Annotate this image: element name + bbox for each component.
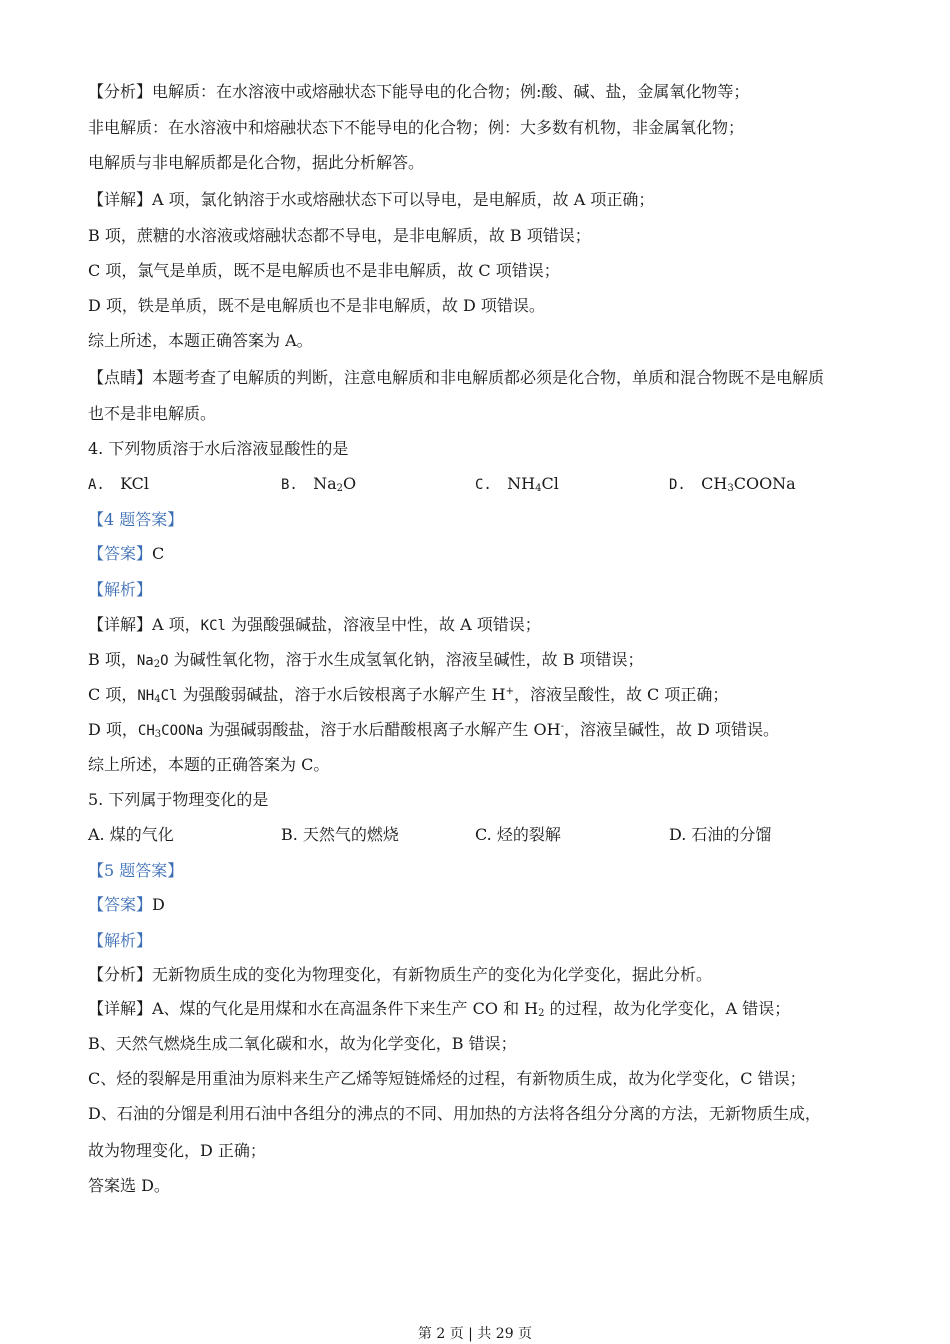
q3-comment-line-1: 【点睛】本题考查了电解质的判断，注意电解质和非电解质都必须是化合物，单质和混合物既不是电解质 [88,368,825,387]
q5-option-a: A. 煤的气化 [88,825,174,844]
q5-answer-header: 【5 题答案】 [88,861,184,880]
q4-option-a [88,474,149,495]
q3-detail-b: B 项，蔗糖的水溶液或熔融状态都不导电，是非电解质，故 B 项错误； [88,226,591,245]
q3-comment-line-2: 也不是非电解质。 [88,404,217,423]
q5-detail-b: B、天然气燃烧生成二氧化碳和水，故为化学变化，B 错误； [88,1034,517,1053]
q5-detail-a: 【详解】A、煤的气化是用煤和水在高温条件下来生产 CO 和 $H_2$ 的过程，故为化学变化，A 错误； [88,999,791,1019]
q3-detail-d: D 项，铁是单质，既不是电解质也不是非电解质，故 D 项错误。 [88,296,545,315]
q5-option-d: D. 石油的分馏 [669,825,772,844]
q4-option-b [281,474,356,495]
q4-explain-header: 【解析】 [88,580,153,599]
answer-label: 【答案】 [88,895,153,914]
q5-final: 答案选 D。 [88,1176,170,1195]
q4-option-d [669,474,796,495]
q3-summary: 综上所述，本题正确答案为 A。 [88,331,313,350]
q5-explain-header: 【解析】 [88,931,153,950]
q5-detail-c: C、烃的裂解是用重油为原料来生产乙烯等短链烯烃的过程，有新物质生成，故为化学变化，C 错误； [88,1069,806,1088]
q3-detail-c: C 项，氯气是单质，既不是电解质也不是非电解质，故 C 项错误； [88,261,560,280]
q5-analysis: 【分析】无新物质生成的变化为物理变化，有新物质生产的变化为化学变化，据此分析。 [88,965,713,984]
q4-detail-c: C 项，$NH_4Cl$ 为强酸弱碱盐，溶于水后铵根离子水解产生 H+，溶液呈酸性，故 C 项正确； [88,685,729,705]
q5-option-b: B. 天然气的燃烧 [281,825,399,844]
q3-analysis-line-3: 电解质与非电解质都是化合物，据此分析解答。 [88,153,425,172]
q4-answer-header: 【4 题答案】 [88,510,184,529]
answer-value: C [152,544,165,563]
option-formula: $NH_4Cl$ [507,474,559,494]
q5-option-c: C. 烃的裂解 [475,825,561,844]
q3-analysis-line-2: 非电解质：在水溶液中和熔融状态下不能导电的化合物；例：大多数有机物，非金属氧化物； [88,118,745,137]
option-formula: KCl [120,474,150,493]
q3-detail-a: 【详解】A 项，氯化钠溶于水或熔融状态下可以导电，是电解质，故 A 项正确； [88,190,655,209]
q4-option-c [475,474,559,495]
q4-stem: 4. 下列物质溶于水后溶液显酸性的是 [88,439,349,458]
option-letter: B. [281,477,298,493]
q5-detail-d-line-1: D、石油的分馏是利用石油中各组分的沸点的不同、用加热的方法将各组分分离的方法，无新物质生成， [88,1104,821,1123]
option-letter: A. [88,477,105,493]
q4-detail-b: B 项，$Na_2O$ 为碱性氧化物，溶于水生成氢氧化钠，溶液呈碱性，故 B 项错误； [88,650,644,670]
option-letter: D. [669,477,686,493]
q4-summary: 综上所述，本题的正确答案为 C。 [88,755,330,774]
option-formula: $Na_2O$ [313,474,357,494]
page-footer: 第 2 页 | 共 29 页 [417,1326,533,1342]
q5-detail-d-line-2: 故为物理变化，D 正确； [88,1141,266,1160]
q5-answer [88,895,165,915]
option-formula: $CH_3COONa$ [701,474,796,494]
answer-value: D [152,895,165,914]
q4-detail-a: 【详解】A 项，KCl 为强酸强碱盐，溶液呈中性，故 A 项错误； [88,615,541,634]
q3-analysis-line-1: 【分析】电解质：在水溶液中或熔融状态下能导电的化合物；例:酸、碱、盐，金属氧化物等； [88,82,750,101]
q4-detail-d: D 项，$CH_3COONa$ 为强碱弱酸盐，溶于水后醋酸根离子水解产生 OH-，溶液呈碱性，故 D 项错误。 [88,720,779,740]
answer-label: 【答案】 [88,544,153,563]
option-letter: C. [475,477,492,493]
q5-stem: 5. 下列属于物理变化的是 [88,790,269,809]
q4-answer [88,544,164,564]
